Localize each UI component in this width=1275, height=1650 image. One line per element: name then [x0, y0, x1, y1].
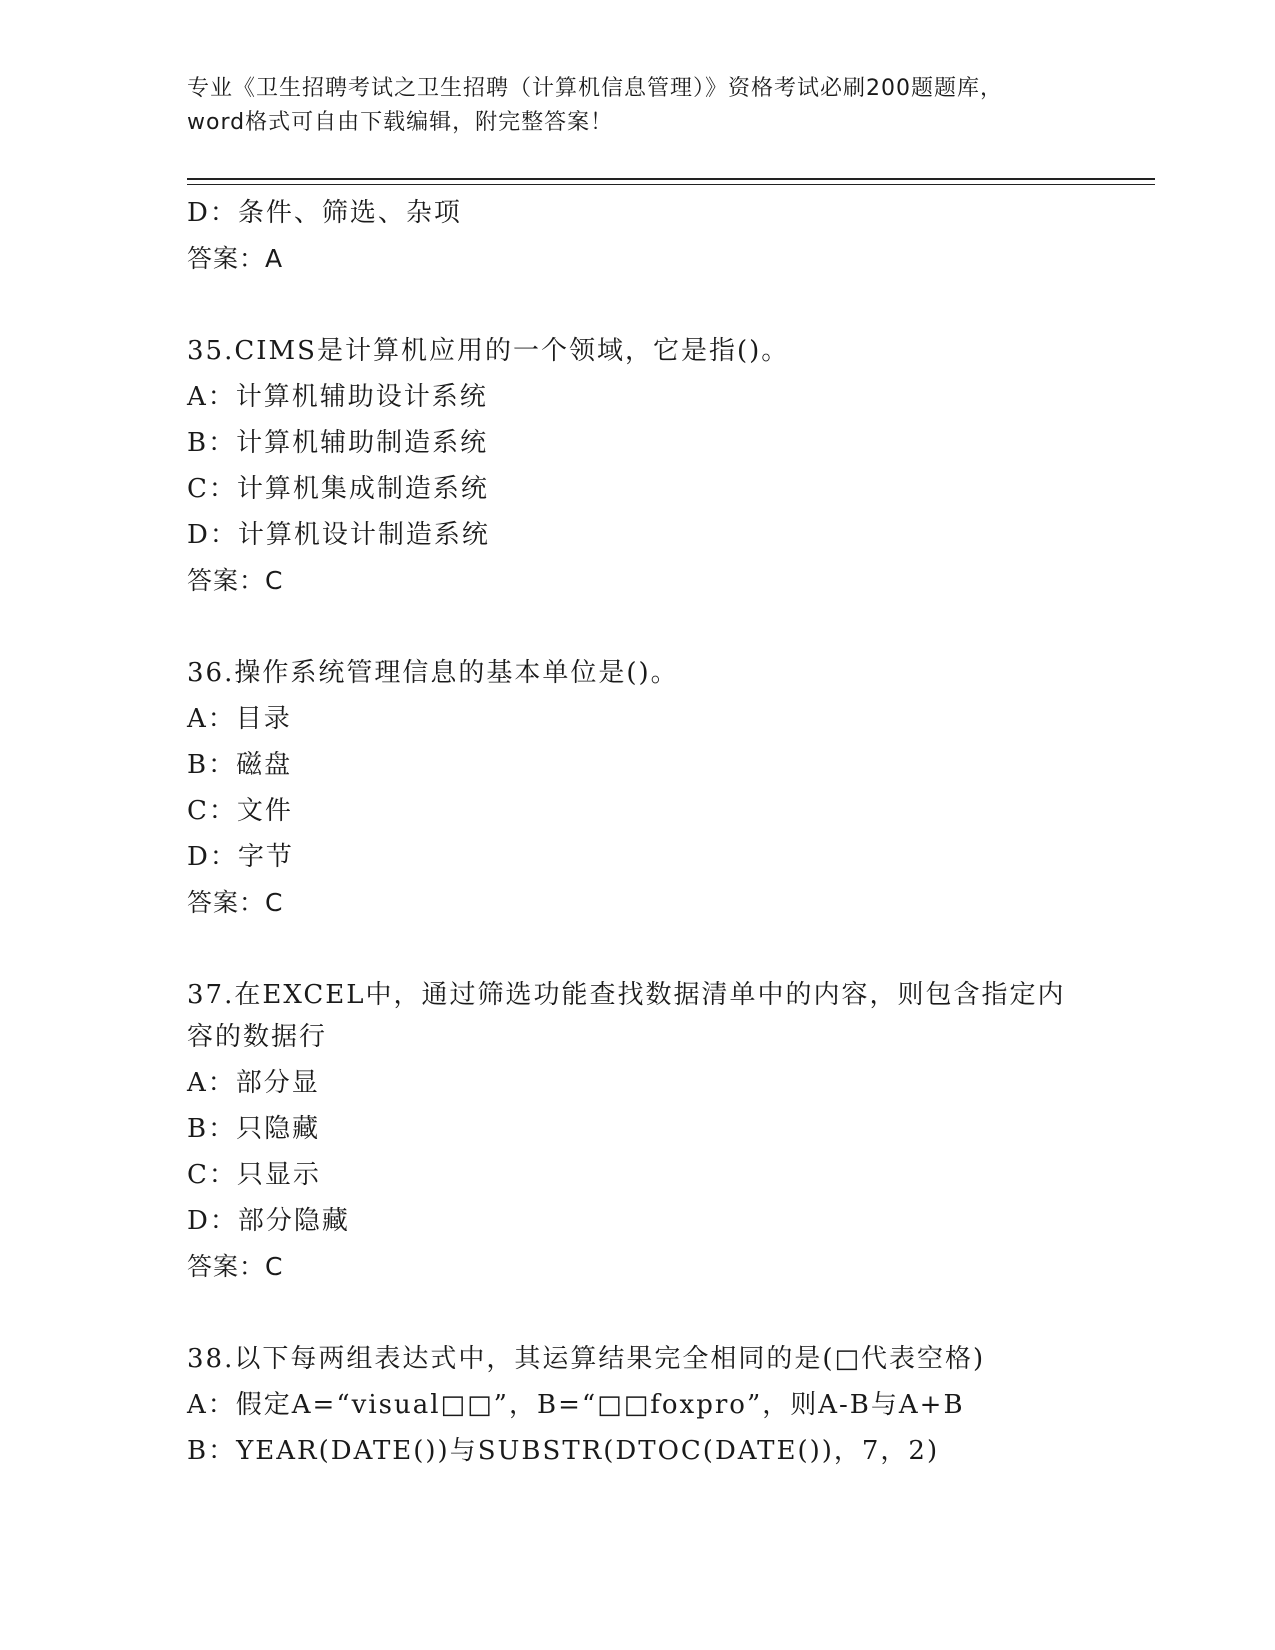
option-d: D：计算机设计制造系统 [187, 520, 490, 550]
option-a: A：假定A=“visual□□”，B=“□□foxpro”，则A-B与A+B [187, 1390, 965, 1420]
spacer [187, 604, 1087, 650]
option-b: B：磁盘 [187, 750, 293, 780]
question-block-38 [187, 1336, 1087, 1474]
option-d: D：条件、筛选、杂项 [187, 198, 462, 228]
option-d: D：字节 [187, 842, 294, 872]
header-title-line-1: 专业《卫生招聘考试之卫生招聘（计算机信息管理）》资格考试必刷200题题库， [187, 76, 1003, 101]
question-block-36 [187, 650, 1087, 926]
option-c: C：只显示 [187, 1160, 321, 1190]
question-block-37 [187, 972, 1087, 1290]
question-stem: 38.以下每两组表达式中，其运算结果完全相同的是(□代表空格) [187, 1344, 986, 1374]
option-a: A：部分显 [187, 1068, 320, 1098]
question-block-35 [187, 328, 1087, 604]
option-a: A：目录 [187, 704, 292, 734]
option-c: C：文件 [187, 796, 293, 826]
spacer [187, 1290, 1087, 1336]
header-divider-thin [187, 184, 1155, 185]
answer-line: 答案：C [187, 566, 284, 595]
document-header [187, 72, 1087, 140]
question-list [187, 190, 1087, 1474]
option-b: B：YEAR(DATE())与SUBSTR(DTOC(DATE())，7，2) [187, 1436, 940, 1466]
option-a: A：计算机辅助设计系统 [187, 382, 488, 412]
spacer [187, 282, 1087, 328]
option-b: B：只隐藏 [187, 1114, 321, 1144]
question-stem-line-2: 容的数据行 [187, 1022, 328, 1052]
answer-line: 答案：C [187, 888, 284, 917]
question-stem-line-1: 37.在EXCEL中，通过筛选功能查找数据清单中的内容，则包含指定内 [187, 980, 1066, 1010]
option-b: B：计算机辅助制造系统 [187, 428, 489, 458]
question-block-34 [187, 190, 1087, 282]
question-stem: 36.操作系统管理信息的基本单位是()。 [187, 658, 679, 688]
answer-line: 答案：A [187, 244, 284, 273]
answer-line: 答案：C [187, 1252, 284, 1281]
option-d: D：部分隐藏 [187, 1206, 350, 1236]
header-title-line-2: word格式可自由下载编辑，附完整答案！ [187, 110, 614, 135]
spacer [187, 926, 1087, 972]
option-c: C：计算机集成制造系统 [187, 474, 489, 504]
header-divider-thick [187, 178, 1155, 180]
question-stem: 35.CIMS是计算机应用的一个领域，它是指()。 [187, 336, 790, 366]
